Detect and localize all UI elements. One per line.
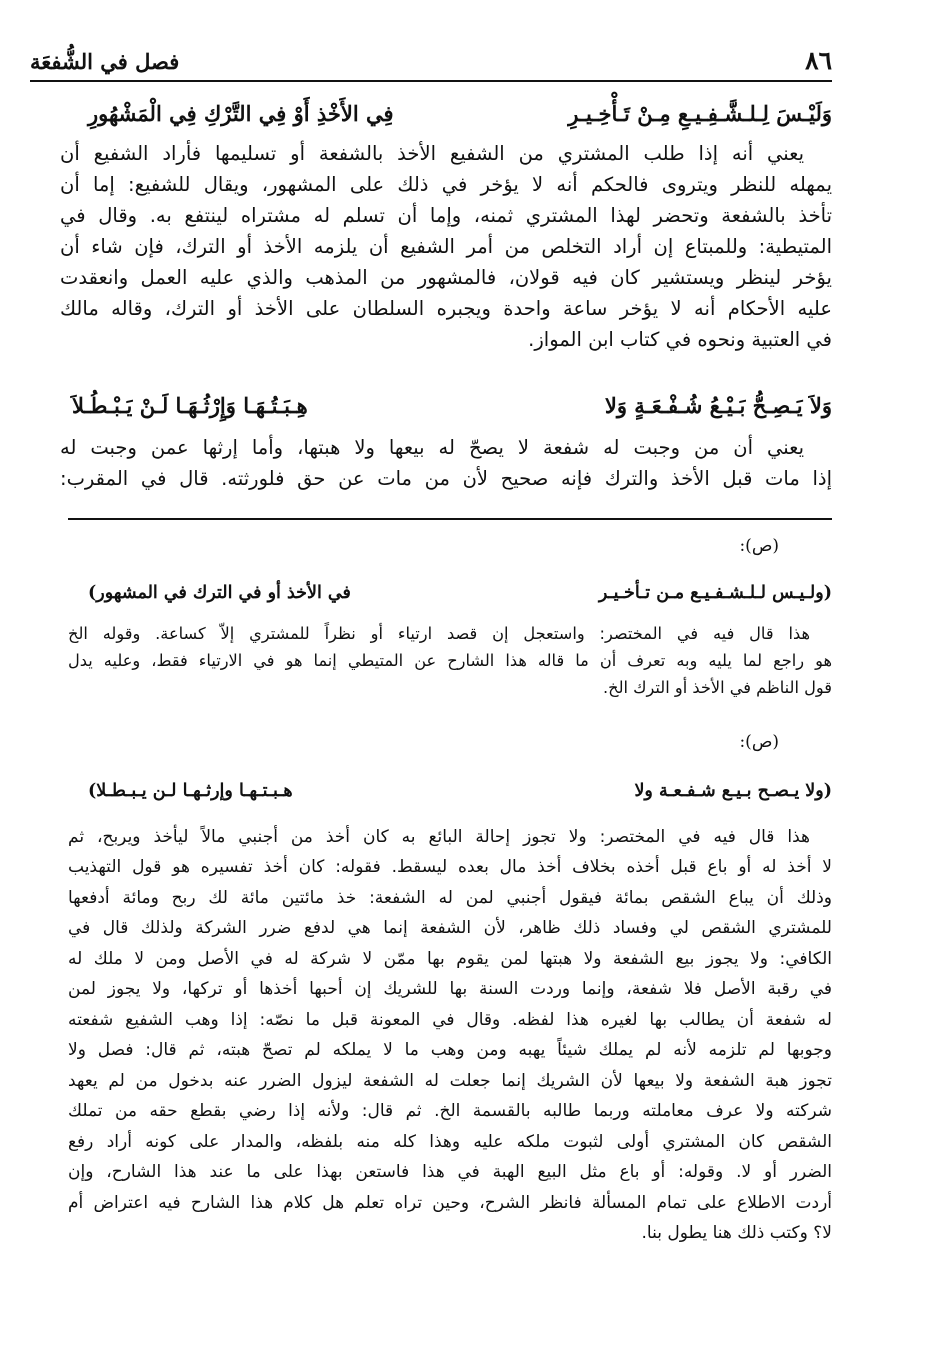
note-2-line: لا أخذ له أو باع قبل أخذه بخلاف أخذ مال بعده ليسقط. فقوله: كان أخذ تفسيره هو قول التهذيب [68, 857, 832, 877]
commentary-1-line: يمهله للنظر ويتروى فالحكم أنه لا يؤخر في ذلك على المشهور، ويقال للشفيع: إما أن [60, 173, 832, 196]
page-header [30, 40, 832, 82]
commentary-2 [60, 432, 832, 494]
verse-1-left-hemistich: فِي الأَخْذِ أَوْ فِي التَّرْكِ فِي الْمَشْهُورِ [88, 101, 394, 126]
verse-2-right-hemistich: وَلاَ يَـصِـحُّ بَـيْـعُ شُـفْـعَـةٍ وَلا [604, 393, 832, 418]
note-2-line: لا؟ وكتب ذلك هنا يطول بنا. [641, 1223, 832, 1243]
commentary-1 [60, 138, 832, 355]
note-2-verse-right: (ولا يـصـح بـيـع شـفـعـة ولا [634, 781, 832, 801]
note-1-line: هو راجع لما يليه وبه تعرف أن ما قاله هذا الشارح عن المتيطي إنما هو في الارتياء فقط، وعليه يدل [68, 651, 832, 670]
commentary-1-line: عليه الأحكام أنه لا يؤخر ساعة واحدة ويجبره السلطان على الأخذ أو الترك، وقاله مالك [60, 297, 832, 320]
note-2-line: له شفعة أن يطالب بها لغيره هذا لفظه. وقال في المعونة قبل ما نصّه: إذا وهب الشفيع شفعته [68, 1009, 832, 1030]
page-number: ٨٦ [805, 46, 832, 75]
commentary-1-line: المتيطية: وللمبتاع إن أراد التخلص من أمر الشفيع أن يلزمه الأخذ أو الترك، فإن شاء أن [60, 235, 832, 258]
note-2-text [68, 822, 832, 1249]
note-2-line: الكافي: ولا يجوز بيع الشفعة ولا هبتها لمن يقوم بها ممّن لا شركة له في الأصل ومن لا ملك له [68, 948, 832, 969]
note-2-marker: (ص): [739, 732, 779, 752]
note-2-line: وجوبها لم تلزمه لأنه لم يملك شيئاً يهبه ومن وهب ما لا يملكه لم تصحّ هبته، ثم قال: فصل ولا [68, 1040, 832, 1060]
commentary-1-line: يؤخر لينظر ويستشير كان فيه قولان، فالمشهور من المذهب والذي عليه العمل وانعقدت [60, 266, 832, 289]
note-2-line: أردت الاطلاع على تمام المسألة فانظر الشرح، وحين تراه تعلم هل كلام هذا الشارح فيه اعتراض أم [68, 1192, 832, 1213]
verse-2-left-hemistich: هِـبَـتُـهَـا وَإِرْثُـهَـا لَـنْ يَـبْـطُـلاَ [72, 393, 308, 418]
verse-2 [72, 388, 832, 424]
commentary-1-line: في العتبية ونحوه في كتاب ابن المواز. [528, 328, 832, 351]
note-2-line: في رقبة الأصل فلا شفعة، وإنما وردت السنة بها للشريك إن أحبها أخذها أو تركها، ولا يجوز لمن [68, 979, 832, 999]
commentary-2-line: إذا مات قبل الأخذ والترك فإنه صحيح لأن من مات عن حق فلورثته. قال في المقرب: [60, 467, 832, 490]
verse-1 [88, 96, 832, 132]
note-2-line: الضرر أو لا. وقوله: أو باع مثل البيع الهبة في هذا فاستعن بهذا على ما عند هذا الشارح، وإن [68, 1162, 832, 1182]
commentary-1-line: يعني أنه إذا طلب المشتري من الشفيع الأخذ بالشفعة أو تسليمها فأراد الشفيع أن [60, 142, 804, 165]
note-1-text [68, 620, 832, 701]
chapter-title: فصل في الشُّفعَة [30, 49, 180, 74]
verse-1-right-hemistich: وَلَيْـسَ لِـلـشَّـفِـيـعِ مِـنْ تَـأْخِـيـرِ [568, 101, 832, 126]
note-1-verse-right: (ولـيـس لـلـشـفـيـع مـن تـأخـيـر [598, 583, 832, 603]
note-2-line: تجوز هبة الشفعة ولا بيعها لأن الشريك إنما جعلت له الشفعة ليزول الضرر عنه بدخول من لم يعهد [68, 1070, 832, 1091]
commentary-1-line: تأخذ بالشفعة وتحضر لهذا المشتري ثمنه، وإما أن تسلم له مشتراه لينتفع به. وقال في [60, 204, 832, 227]
note-2-verse [88, 776, 832, 806]
note-2-line: وذلك أن يباع الشقص بمائة فيقول أجنبي لمن له الشفعة: خذ مائتين مائة لك ربح ومائة أدفعها [68, 887, 832, 908]
note-2-line: شركته ولا عرف معاملته وربما طالبه بالقسمة الخ. ثم قال: ولأنه إذا رضي بقطع حقه من تملك [68, 1101, 832, 1121]
note-1-line: قول الناظم في الأخذ أو الترك الخ. [602, 678, 832, 697]
footnote-separator [68, 518, 832, 520]
note-2-line: الشقص كان المشتري أولى لثبوت ملكه عليه وهذا كله منه بلفظه، والمدار على كونه أراد رفع [68, 1131, 832, 1152]
note-2-verse-left: هـبـتـهـا وإرثـهـا لـن يـبـطـلا) [88, 781, 293, 801]
note-2-line: للمشتري الشقص لي وفساد ذلك ظاهر، لأن الشفعة إنما هي لدفع ضرر الشركة ولذلك قال في [68, 918, 832, 938]
note-1-verse [88, 578, 832, 608]
commentary-2-line: يعني أن من وجبت له شفعة لا يصحّ له بيعها ولا هبتها، وأما إرثها عمن وجبت له [60, 436, 804, 459]
note-1-line: هذا قال فيه في المختصر: واستعجل إن قصد ارتياء أو نظراً للمشتري إلاّ كساعة. وقوله الخ [68, 624, 810, 643]
note-1-verse-left: في الأخذ أو في الترك في المشهور) [88, 583, 351, 603]
note-1-marker: (ص): [739, 536, 779, 556]
note-2-line: هذا قال فيه في المختصر: ولا تجوز إحالة البائع به كان أخذ من أجنبي مالاً ليأخذ ويربح، ثم [68, 827, 810, 847]
